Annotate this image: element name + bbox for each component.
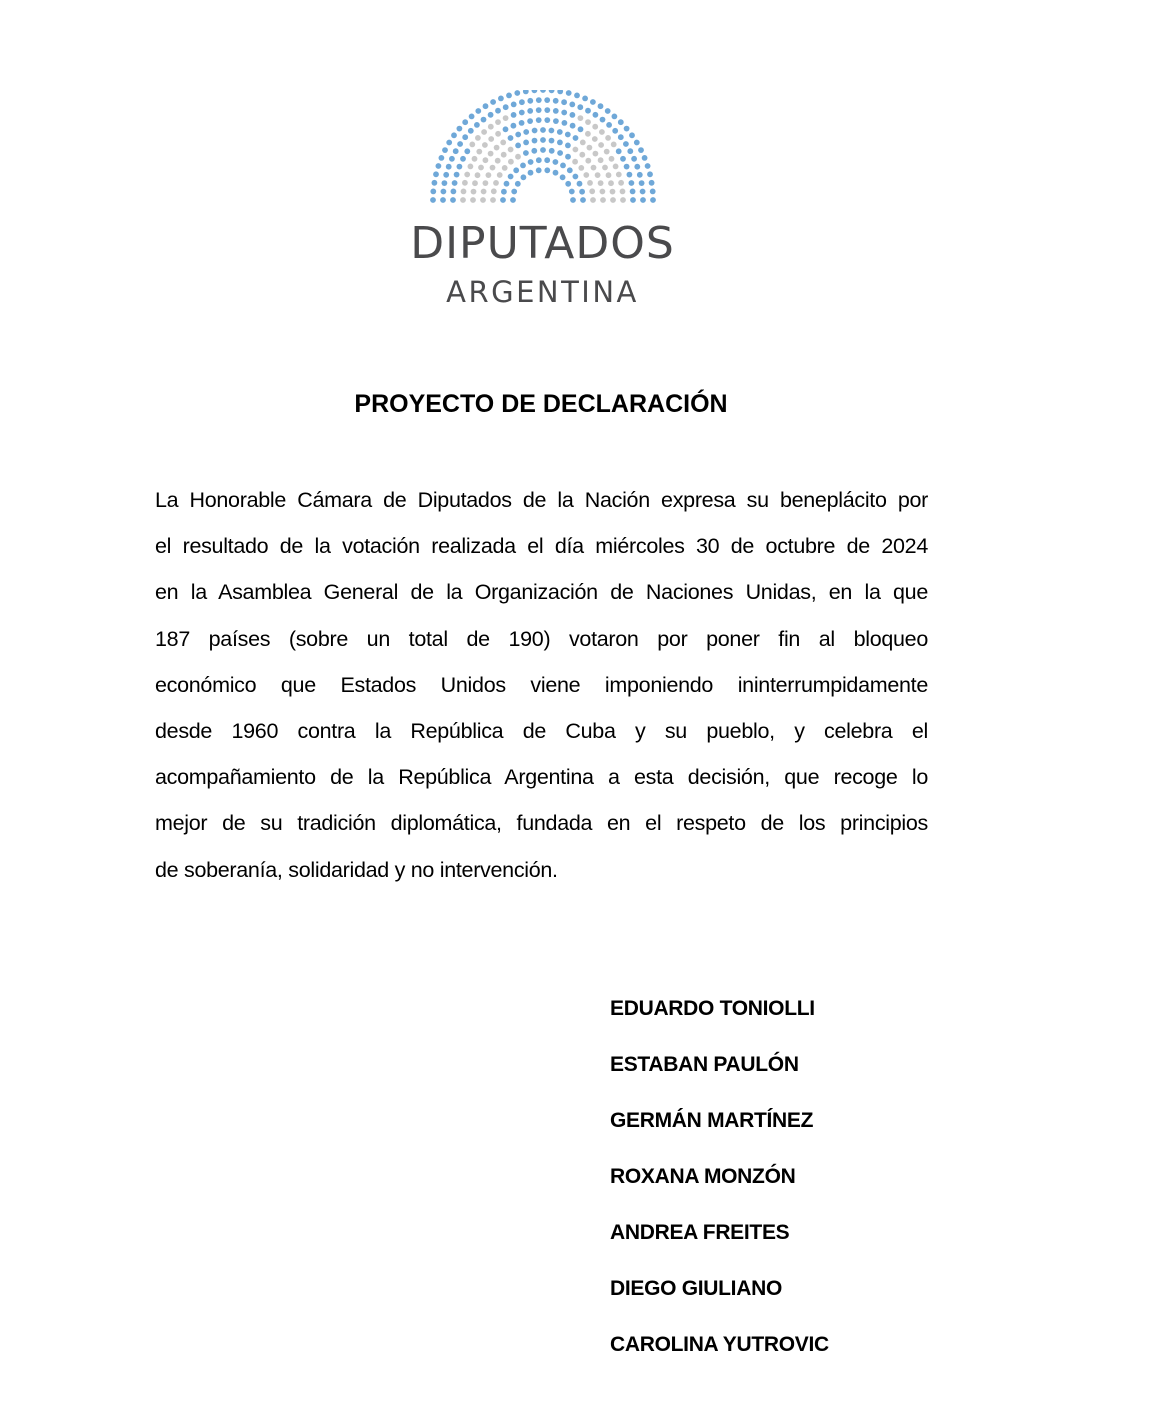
hemicycle-seat xyxy=(515,181,521,187)
hemicycle-seat xyxy=(500,197,506,203)
hemicycle-seat xyxy=(600,117,606,123)
hemicycle-seat xyxy=(514,90,520,96)
hemicycle-seat xyxy=(573,174,579,180)
hemicycle-seat xyxy=(469,114,475,120)
hemicycle-seat xyxy=(464,172,470,178)
hemicycle-seat xyxy=(457,126,463,132)
hemicycle-seat xyxy=(557,129,563,135)
hemicycle-seat xyxy=(600,197,606,203)
hemicycle-seat xyxy=(639,180,645,186)
hemicycle-seat xyxy=(589,188,595,194)
hemicycle-seat xyxy=(604,149,610,155)
hemicycle-seat xyxy=(475,135,481,141)
hemicycle-seat xyxy=(599,129,605,135)
hemicycle-seat xyxy=(540,127,546,133)
hemicycle-seat xyxy=(519,110,525,116)
hemicycle-seat xyxy=(508,174,514,180)
hemicycle-seat xyxy=(565,181,571,187)
hemicycle-seat xyxy=(503,115,509,121)
hemicycle-seat xyxy=(490,99,496,105)
hemicycle-seat xyxy=(642,155,648,161)
hemicycle-seat xyxy=(527,98,533,104)
hemicycle-seat xyxy=(561,110,567,116)
hemicycle-seat xyxy=(582,96,588,102)
hemicycle-seat xyxy=(460,156,466,162)
hemicycle-seat xyxy=(579,189,585,195)
hemicycle-seat xyxy=(544,117,550,123)
hemicycle-seat xyxy=(585,158,591,164)
hemicycle-seat xyxy=(483,157,489,163)
hemicycle-seat xyxy=(540,90,546,93)
logo-title: DIPUTADOS xyxy=(410,218,675,269)
hemicycle-seat xyxy=(488,151,494,157)
hemicycle-seat xyxy=(504,181,510,187)
hemicycle-seat xyxy=(488,124,494,130)
hemicycle-seat xyxy=(495,158,501,164)
hemicycle-seat xyxy=(452,180,458,186)
hemicycle-seat xyxy=(606,172,612,178)
hemicycle-seat xyxy=(569,189,575,195)
hemicycle-seat xyxy=(495,119,501,125)
hemicycle-seat xyxy=(472,156,478,162)
hemicycle-seat xyxy=(462,134,468,140)
hemicycle-seat xyxy=(629,180,635,186)
body-line: el resultado de la votación realizada el día miércoles 30 de octubre de 2024 xyxy=(155,534,928,559)
hemicycle-seat xyxy=(476,149,482,155)
hemicycle-seat xyxy=(650,197,656,203)
hemicycle-seat xyxy=(592,124,598,130)
hemicycle-seat xyxy=(610,189,616,195)
hemicycle-seat xyxy=(483,103,489,109)
hemicycle-seat xyxy=(587,180,593,186)
hemicycle-seat xyxy=(645,163,651,169)
hemicycle-seat xyxy=(630,189,636,195)
hemicycle-seat xyxy=(511,102,517,108)
hemicycle-seat xyxy=(629,132,635,138)
hemicycle-seat xyxy=(536,157,542,163)
hemicycle-seat xyxy=(605,108,611,114)
hemicycle-seat xyxy=(598,180,604,186)
hemicycle-seat xyxy=(498,96,504,102)
hemicycle-seat xyxy=(573,135,579,141)
hemicycle-seat xyxy=(430,189,436,195)
hemicycle-seat xyxy=(511,189,517,195)
hemicycle-seat xyxy=(508,135,514,141)
hemicycle-seat xyxy=(640,197,646,203)
hemicycle-seat xyxy=(441,189,447,195)
hemicycle-seat xyxy=(590,197,596,203)
hemicycle-seat xyxy=(549,128,555,134)
hemicycle-seat xyxy=(595,172,601,178)
hemicycle-seat xyxy=(528,159,534,165)
document-title: PROYECTO DE DECLARACIÓN xyxy=(354,390,728,418)
hemicycle-seat xyxy=(532,138,538,144)
hemicycle-seat xyxy=(519,120,525,126)
hemicycle-seat xyxy=(468,128,474,134)
hemicycle-seat xyxy=(624,126,630,132)
body-line: desde 1960 contra la República de Cuba y su pueblo, y celebra el xyxy=(155,719,928,744)
hemicycle-seat xyxy=(627,172,633,178)
hemicycle-seat xyxy=(569,102,575,108)
hemicycle-seat xyxy=(506,93,512,99)
hemicycle-seat xyxy=(432,180,438,186)
hemicycle-seat xyxy=(553,170,559,176)
hemicycle-seat xyxy=(598,157,604,163)
hemicycle-seat xyxy=(578,165,584,171)
hemicycle-seat xyxy=(450,197,456,203)
hemicycle-seat xyxy=(560,163,566,169)
hemicycle-seat xyxy=(508,147,514,153)
hemicycle-seat xyxy=(470,197,476,203)
hemicycle-seat xyxy=(561,99,567,105)
hemicycle-seat xyxy=(650,189,656,195)
hemicycle-seat xyxy=(495,108,501,114)
hemicycle-seat xyxy=(503,104,509,110)
hemicycle-seat xyxy=(631,156,637,162)
hemicycle-seat xyxy=(449,156,455,162)
hemicycle-seat xyxy=(521,174,527,180)
hemicycle-seat xyxy=(577,181,583,187)
hemicycle-seat xyxy=(500,140,506,146)
hemicycle-seat xyxy=(612,128,618,134)
hemicycle-seat xyxy=(440,197,446,203)
hemicycle-seat xyxy=(502,165,508,171)
hemicycle-seat xyxy=(553,159,559,165)
hemicycle-seat xyxy=(593,151,599,157)
hemicycle-seat xyxy=(544,97,550,103)
hemicycle-seat xyxy=(536,97,542,103)
body-line: 187 países (sobre un total de 190) votaron por poner fin al bloqueo xyxy=(155,626,928,651)
hemicycle-seat xyxy=(457,164,463,170)
hemicycle-seat xyxy=(608,180,614,186)
hemicycle-seat xyxy=(647,171,653,177)
hemicycle-seat xyxy=(560,174,566,180)
hemicycle-seat xyxy=(481,129,487,135)
hemicycle-seat xyxy=(583,172,589,178)
hemicycle-seat xyxy=(637,172,643,178)
hemicycle-seat xyxy=(549,90,555,93)
hemicycle-seat xyxy=(532,90,538,93)
hemicycle-seat xyxy=(461,189,467,195)
hemicycle-seat xyxy=(585,108,591,114)
hemicycle-seat xyxy=(515,154,521,160)
hemicycle-seat xyxy=(442,180,448,186)
hemicycle-seat xyxy=(501,152,507,158)
hemicycle-seat xyxy=(511,112,517,118)
hemicycle-seat xyxy=(600,189,606,195)
hemicycle-seat xyxy=(634,164,640,170)
hemicycle-seat xyxy=(638,147,644,153)
logo-subtitle: ARGENTINA xyxy=(446,275,639,309)
hemicycle-seat xyxy=(591,165,597,171)
hemicycle-seat xyxy=(592,136,598,142)
hemicycle-seat xyxy=(553,118,559,124)
hemicycle-seat xyxy=(495,131,501,137)
signer-name: ANDREA FREITES xyxy=(610,1221,790,1244)
hemicycle-seat xyxy=(453,148,459,154)
hemicycle-seat xyxy=(475,108,481,114)
hemicycle-seat xyxy=(605,135,611,141)
hemicycle-seat xyxy=(610,197,616,203)
hemicycle-seat xyxy=(553,98,559,104)
hemicycle-seat xyxy=(475,172,481,178)
body-line: mejor de su tradición diplomática, fundada en el respeto de los principios xyxy=(155,811,928,836)
hemicycle-seat xyxy=(472,180,478,186)
hemicycle-seat xyxy=(446,164,452,170)
hemicycle-seat xyxy=(544,107,550,113)
hemicycle-seat xyxy=(578,126,584,132)
hemicycle-seat xyxy=(462,180,468,186)
hemicycle-seat xyxy=(565,143,571,149)
hemicycle-seat xyxy=(451,189,457,195)
hemicycle-seat xyxy=(515,143,521,149)
hemicycle-seat xyxy=(494,145,500,151)
hemicycle-seat xyxy=(616,148,622,154)
hemicycle-seat xyxy=(570,112,576,118)
hemicycle-seat xyxy=(590,99,596,105)
hemicycle-seat xyxy=(464,148,470,154)
hemicycle-seat xyxy=(503,126,509,132)
hemicycle-seat xyxy=(580,197,586,203)
hemicycle-seat xyxy=(493,180,499,186)
hemicycle-seat xyxy=(585,131,591,137)
hemicycle-seat xyxy=(531,148,537,154)
hemicycle-seat xyxy=(618,134,624,140)
hemicycle-seat xyxy=(474,122,480,128)
hemicycle-seat xyxy=(616,172,622,178)
hemicycle-seat xyxy=(462,119,468,125)
body-line: acompañamiento de la República Argentina a esta decisión, que recoge lo xyxy=(155,765,928,790)
signer-name: DIEGO GIULIANO xyxy=(610,1277,782,1300)
hemicycle-seat xyxy=(577,104,583,110)
hemicycle-seat xyxy=(618,119,624,125)
hemicycle-seat xyxy=(523,150,529,156)
hemicycle-seat xyxy=(436,163,442,169)
hemicycle-seat xyxy=(557,90,563,94)
hemicycle-seat xyxy=(519,99,525,105)
body-line: en la Asamblea General de la Organización de Naciones Unidas, en la que xyxy=(155,580,928,605)
hemicycle-seat xyxy=(565,154,571,160)
hemicycle-seat xyxy=(488,136,494,142)
hemicycle-seat xyxy=(478,165,484,171)
hemicycle-seat xyxy=(553,108,559,114)
hemicycle-seat xyxy=(623,141,629,147)
hemicycle-seat xyxy=(585,119,591,125)
hemicycle-seat xyxy=(532,128,538,134)
hemicycle-seat xyxy=(618,180,624,186)
hemicycle-seat xyxy=(613,164,619,170)
hemicycle-seat xyxy=(598,103,604,109)
hemicycle-seat xyxy=(490,165,496,171)
hemicycle-seat xyxy=(593,112,599,118)
hemicycle-seat xyxy=(630,197,636,203)
hemicycle-seat xyxy=(536,117,542,123)
hemicycle-seat xyxy=(460,197,466,203)
hemicycle-seat xyxy=(620,197,626,203)
signer-name: EDUARDO TONIOLLI xyxy=(610,997,815,1020)
hemicycle-seat xyxy=(439,155,445,161)
hemicycle-seat xyxy=(624,164,630,170)
hemicycle-seat xyxy=(515,132,521,138)
hemicycle-seat xyxy=(572,159,578,165)
signer-name: ESTABAN PAULÓN xyxy=(610,1053,799,1076)
hemicycle-seat xyxy=(606,122,612,128)
hemicycle-seat xyxy=(483,180,489,186)
hemicycle-seat xyxy=(574,93,580,99)
hemicycle-seat xyxy=(523,129,529,135)
hemicycle-seat xyxy=(471,189,477,195)
hemicycle-seat xyxy=(567,167,573,173)
hemicycle-seat xyxy=(468,164,474,170)
hemicycle-seat xyxy=(433,171,439,177)
hemicycle-seat xyxy=(527,108,533,114)
signer-name: ROXANA MONZÓN xyxy=(610,1165,796,1188)
hemicycle-seat xyxy=(536,107,542,113)
hemicycle-seat xyxy=(557,140,563,146)
hemicycle-seat xyxy=(513,167,519,173)
body-line: La Honorable Cámara de Diputados de la Nación expresa su beneplácito por xyxy=(155,488,928,512)
hemicycle-seat xyxy=(520,163,526,169)
hemicycle-seat xyxy=(611,142,617,148)
hemicycle-seat xyxy=(508,159,514,165)
body-line: económico que Estados Unidos viene imponiendo ininterrumpidamente xyxy=(155,672,928,697)
hemicycle-seat xyxy=(627,148,633,154)
signers-list xyxy=(610,994,829,1386)
hemicycle-seat xyxy=(544,157,550,163)
hemicycle-seat xyxy=(570,197,576,203)
hemicycle-seat xyxy=(540,147,546,153)
hemicycle-seat xyxy=(612,114,618,120)
hemicycle-seat xyxy=(490,197,496,203)
hemicycle-seat xyxy=(544,167,550,173)
signer-name: CAROLINA YUTROVIC xyxy=(610,1333,829,1356)
hemicycle-seat xyxy=(482,142,488,148)
declaration-body xyxy=(155,477,928,893)
hemicycle-seat xyxy=(501,189,507,195)
hemicycle-seat xyxy=(549,148,555,154)
hemicycle-seat xyxy=(634,140,640,146)
hemicycle-seat xyxy=(457,141,463,147)
hemicycle-seat xyxy=(510,197,516,203)
hemicycle-seat xyxy=(486,172,492,178)
hemicycle-seat xyxy=(523,140,529,146)
hemicycle-seat xyxy=(536,167,542,173)
hemicycle-seat xyxy=(442,147,448,153)
hemicycle-seat xyxy=(609,156,615,162)
hemicycle-seat xyxy=(469,142,475,148)
hemicycle-seat xyxy=(491,188,497,194)
hemicycle-seat xyxy=(602,165,608,171)
hemicycle-seat xyxy=(481,189,487,195)
hemicycle-seat xyxy=(570,123,576,129)
hemicycle-seat xyxy=(580,140,586,146)
hemicycle-seat xyxy=(481,117,487,123)
hemicycle-seat xyxy=(430,197,436,203)
hemicycle-seat xyxy=(579,152,585,158)
hemicycle-seat xyxy=(620,156,626,162)
hemicycle-seat xyxy=(557,150,563,156)
hemicycle-seat xyxy=(562,120,568,126)
hemicycle-seat xyxy=(540,137,546,143)
hemicycle-seat xyxy=(549,138,555,144)
body-line: de soberanía, solidaridad y no intervención. xyxy=(155,857,558,882)
hemicycle-seat xyxy=(527,118,533,124)
hemicycle-seat xyxy=(573,147,579,153)
hemicycle-seat xyxy=(454,172,460,178)
hemicycle-seat xyxy=(598,142,604,148)
hemicycle-seat xyxy=(443,172,449,178)
hemicycle-seat xyxy=(640,189,646,195)
hemicycle-seat xyxy=(620,189,626,195)
hemicycle-seat xyxy=(511,123,517,129)
hemicycle-icon xyxy=(428,90,658,206)
hemicycle-seat xyxy=(565,132,571,138)
hemicycle-seat xyxy=(578,115,584,121)
hemicycle-seat xyxy=(451,132,457,138)
hemicycle-seat xyxy=(480,197,486,203)
hemicycle-seat xyxy=(649,180,655,186)
signer-name: GERMÁN MARTÍNEZ xyxy=(610,1109,814,1132)
hemicycle-seat xyxy=(488,112,494,118)
hemicycle-seat xyxy=(528,170,534,176)
hemicycle-seat xyxy=(497,172,503,178)
hemicycle-seat xyxy=(566,90,572,96)
hemicycle-seat xyxy=(446,140,452,146)
hemicycle-seat xyxy=(587,145,593,151)
hemicycle-seat xyxy=(523,90,529,94)
